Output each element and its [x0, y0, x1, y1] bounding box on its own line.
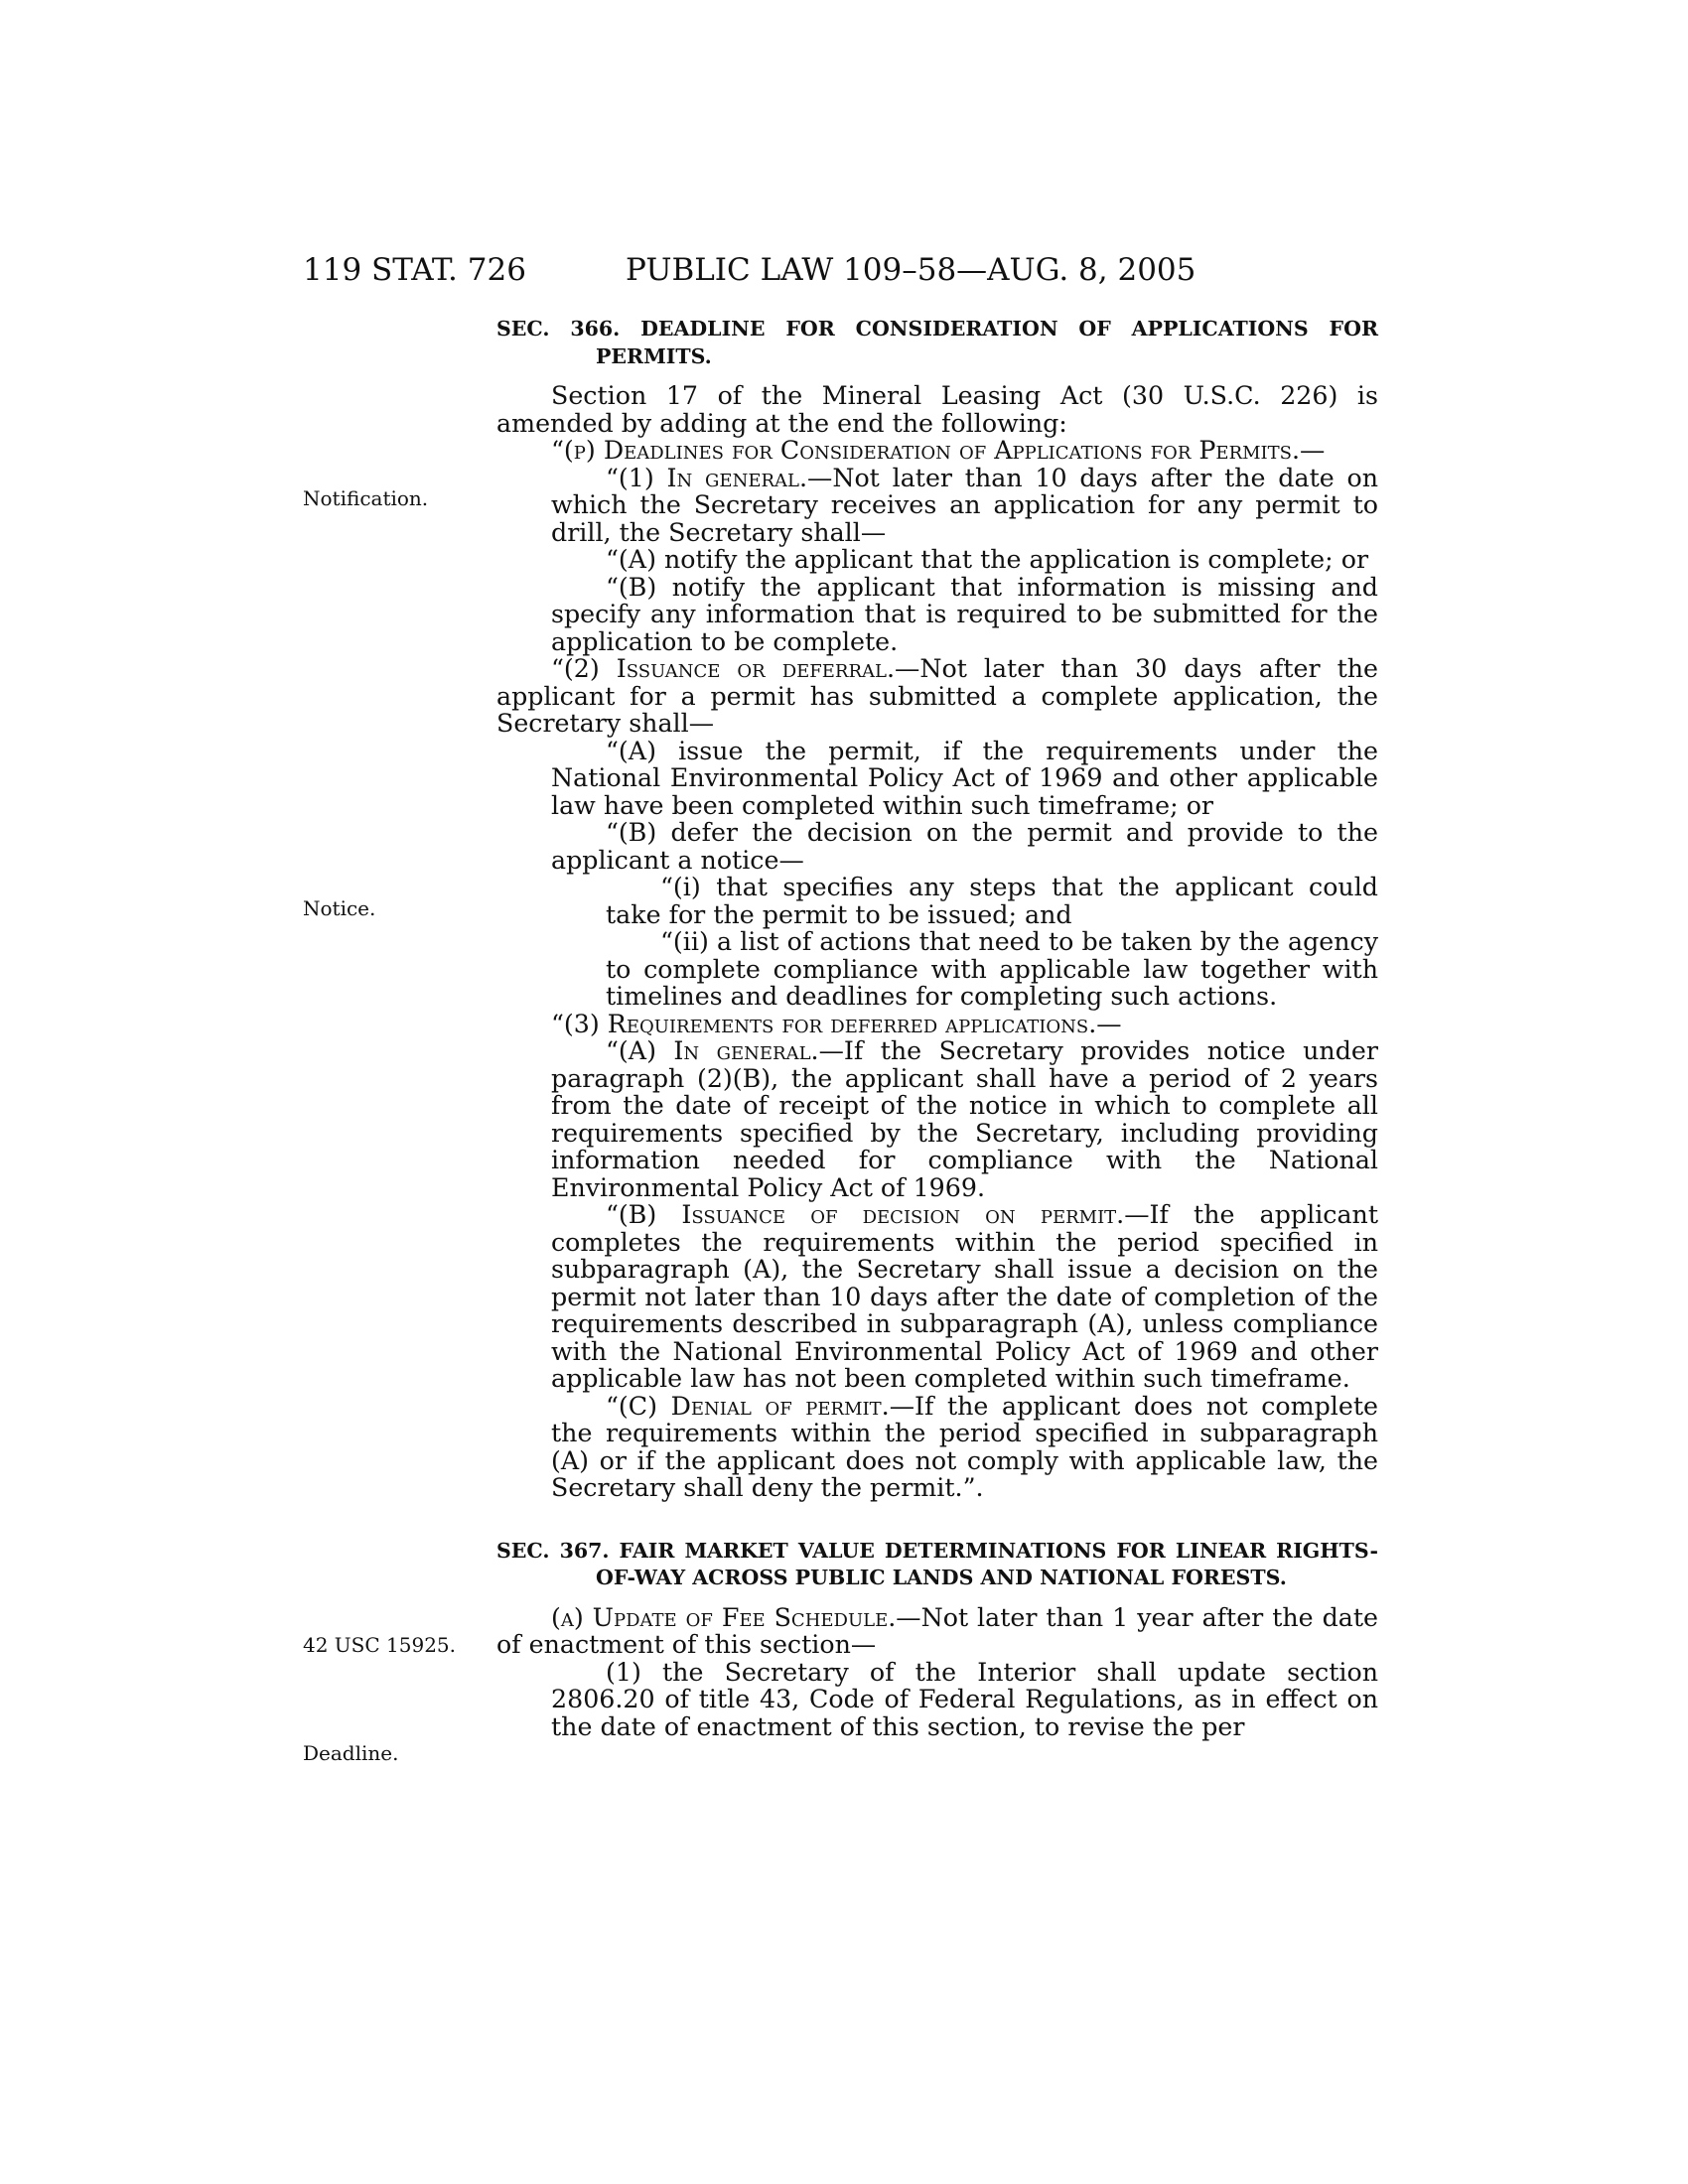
paragraph-3-b: “(B) Issuance of decision on permit.—If the applicant completes the requirements within the period specified in subparagraph (A), the Secretary shall issue a decision on the permit not later than 10 days after the date of completion of the requirements described in subparagraph (A), unless compliance with the National Environmental Policy Act of 1969 and other applicable law has not been completed within such timeframe.	[551, 1200, 1378, 1393]
paragraph-2-caption: “(2) Issuance or deferral.	[551, 654, 896, 683]
paragraph-2-b-i: “(i) that specifies any steps that the applicant could take for the permit to be issued; and	[606, 873, 1378, 929]
paragraph-1	[496, 465, 1378, 547]
paragraph-3-caption: “(3) Requirements for deferred applications.—	[551, 1009, 1122, 1038]
paragraph-1-b: “(B) notify the applicant that information is missing and specify any information that is required to be submitted for the application to be complete.	[551, 572, 1378, 656]
body-text	[496, 316, 1378, 1740]
paragraph-1-caption: “(1) In general.	[606, 463, 808, 492]
section-366-intro: Section 17 of the Mineral Leasing Act (30 U.S.C. 226) is amended by adding at the end the following:	[496, 381, 1378, 438]
paragraph-3-c: “(C) Denial of permit.—If the applicant does not complete the requirements within the period specified in subparagraph (A) or if the applicant does not comply with applicable law, the Secretary shall deny the permit.”.	[551, 1391, 1378, 1502]
paragraph-2-b-ii: “(ii) a list of actions that need to be taken by the agency to complete compliance with applicable law together with timelines and deadlines for completing such actions.	[606, 927, 1378, 1011]
margin-note-deadline: Deadline.	[303, 1741, 399, 1765]
paragraph-2-b: “(B) defer the decision on the permit and provide to the applicant a notice—	[551, 818, 1378, 875]
paragraph-2	[496, 655, 1378, 738]
subsection-a: (a) Update of Fee Schedule.—Not later than 1 year after the date of enactment of this section—	[496, 1602, 1378, 1659]
margin-note-notice: Notice.	[303, 896, 376, 920]
section-366-heading: SEC. 366. DEADLINE FOR CONSIDERATION OF APPLICATIONS FOR PERMITS.	[496, 317, 1378, 368]
public-law-title: PUBLIC LAW 109–58—AUG. 8, 2005	[626, 252, 1196, 288]
subsection-p-heading: “(p) Deadlines for Consideration of Applications for Permits.—	[551, 436, 1326, 465]
subsection-a-1: (1) the Secretary of the Interior shall update section 2806.20 of title 43, Code of Federal Regulations, as in effect on the date of enactment of this section, to revise the per	[551, 1657, 1378, 1741]
margin-note-notification: Notification.	[303, 486, 429, 510]
paragraph-2-a: “(A) issue the permit, if the requirements under the National Environmental Policy Act of 1969 and other applicable law have been completed within such timeframe; or	[551, 736, 1378, 820]
paragraph-1-a: “(A) notify the applicant that the application is complete; or	[606, 545, 1369, 574]
paragraph-1-text: —Not later than 10 days after the date on which the Secretary receives an application for any permit to drill, the Secretary shall—	[551, 463, 1379, 547]
paragraph-2-text: —Not later than 30 days after the applicant for a permit has submitted a complete application, the Secretary shall—	[496, 654, 1378, 738]
section-367-heading: SEC. 367. FAIR MARKET VALUE DETERMINATIONS FOR LINEAR RIGHTS-OF-WAY ACROSS PUBLIC LANDS AND NATIONAL FORESTS.	[496, 1538, 1378, 1589]
margin-note-usc: 42 USC 15925.	[303, 1633, 457, 1657]
running-header	[303, 250, 1296, 290]
paragraph-3-a: “(A) In general.—If the Secretary provides notice under paragraph (2)(B), the applicant shall have a period of 2 years from the date of receipt of the notice in which to complete all requirements specified by the Secretary, including providing information needed for compliance with the National Environmental Policy Act of 1969.	[551, 1036, 1378, 1202]
statute-page-number: 119 STAT. 726	[303, 252, 526, 288]
